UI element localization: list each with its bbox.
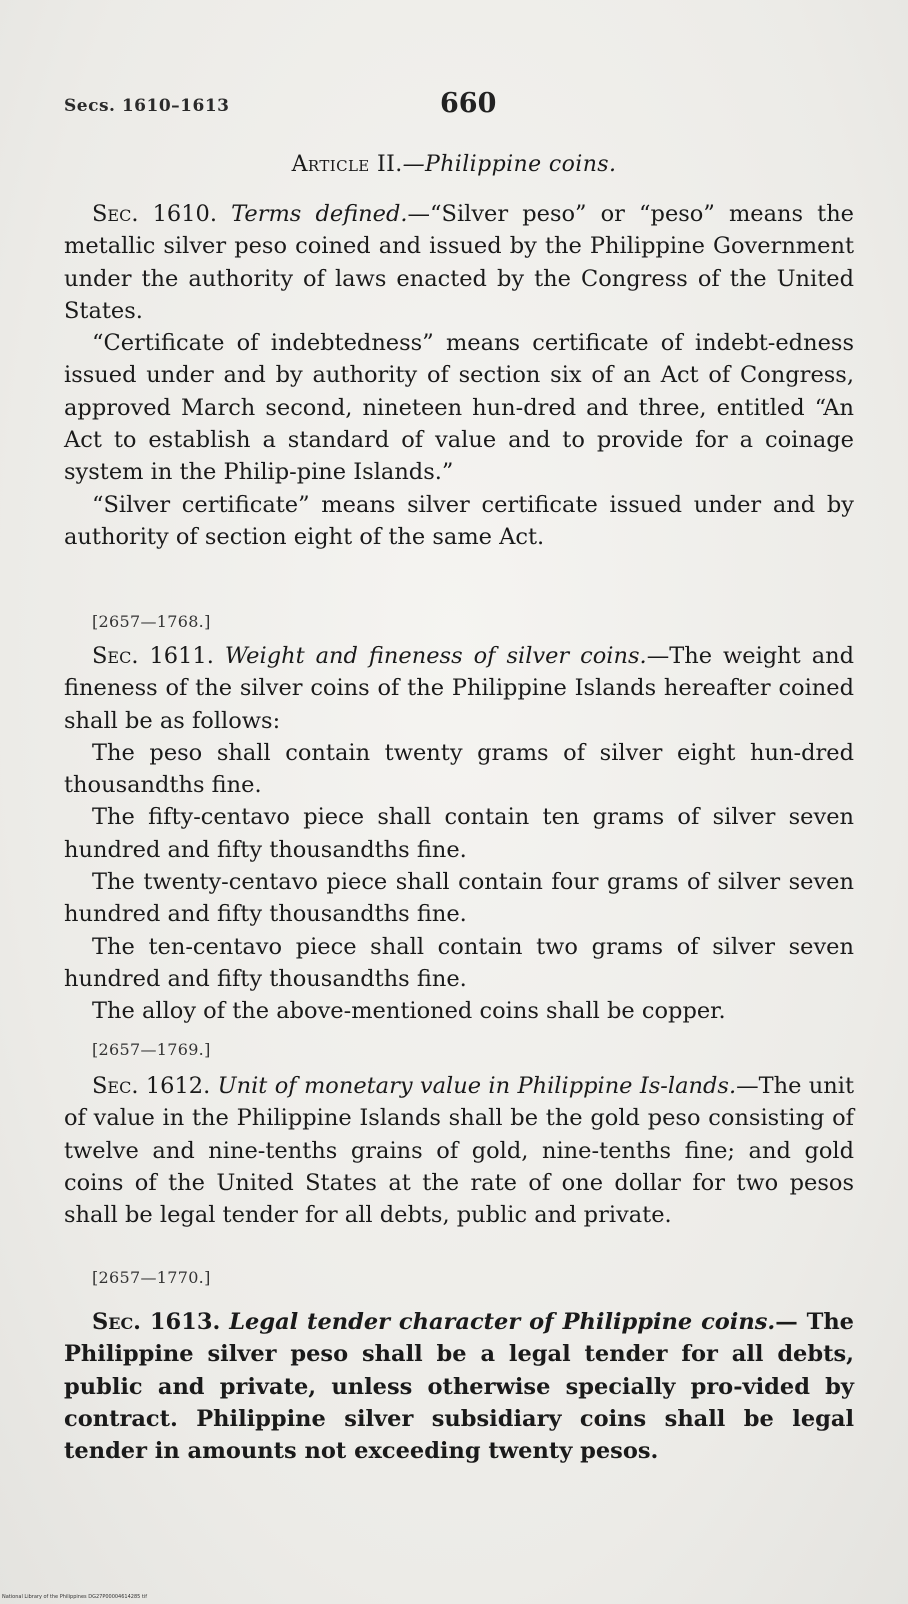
section-1611-paragraph-4: The twenty-centavo piece shall contain four grams of silver seven hundred and fifty thousandths fine.	[64, 869, 854, 928]
section-1613-paragraph-1	[64, 1306, 854, 1467]
section-range-header: Secs. 1610–1613	[64, 96, 230, 116]
section-number: 1610.	[138, 201, 232, 227]
section-1611-paragraph-1	[64, 640, 854, 737]
sec-label: Sec.	[92, 201, 139, 227]
section-1612-reference: [2657—1770.]	[92, 1268, 211, 1287]
sec-label: Sec.	[92, 1309, 142, 1335]
section-number: 1613.	[141, 1309, 230, 1335]
section-heading: Legal tender character of Philippine coins.	[229, 1309, 776, 1335]
page-number: 660	[440, 88, 497, 119]
sec-label: Sec.	[92, 643, 139, 669]
section-1611-paragraph-5: The ten-centavo piece shall contain two grams of silver seven hundred and fifty thousandths fine.	[64, 933, 854, 992]
section-1610	[64, 198, 854, 553]
section-1610-paragraph-3: “Silver certificate” means silver certificate issued under and by authority of section eight of the same Act.	[64, 491, 854, 550]
section-1610-paragraph-2: “Certificate of indebtedness” means certificate of indebt-edness issued under and by authority of section six of an Act of Congress, approved March second, nineteen hun-dred and three, entitled “An Act to establish a standard of value and to provide for a coinage system in the Philip-pine Islands.”	[64, 330, 854, 486]
section-body: —The weight and fineness of the silver coins of the Philippine Islands hereafter coined shall be as follows:	[64, 643, 854, 734]
section-body: — The Philippine silver peso shall be a legal tender for all debts, public and private, unless otherwise specially pro-vided by contract. Philippine silver subsidiary coins shall be legal tender in amounts not exceeding twenty pesos.	[64, 1309, 854, 1465]
section-1611	[64, 640, 854, 1028]
section-heading: Weight and fineness of silver coins.	[224, 643, 647, 669]
section-1611-paragraph-3: The fifty-centavo piece shall contain ten grams of silver seven hundred and fifty thousandths fine.	[64, 804, 854, 863]
section-1612	[64, 1070, 854, 1231]
section-1610-reference: [2657—1768.]	[92, 612, 211, 631]
section-body: —The unit of value in the Philippine Islands shall be the gold peso consisting of twelve and nine-tenths grains of gold, nine-tenths fine; and gold coins of the United States at the rate of one dollar for two pesos shall be legal tender for all debts, public and private.	[64, 1073, 855, 1229]
section-1611-paragraph-6: The alloy of the above-mentioned coins shall be copper.	[92, 998, 726, 1025]
section-1613	[64, 1306, 854, 1467]
section-1611-reference: [2657—1769.]	[92, 1040, 211, 1059]
article-label: Article II.	[291, 152, 403, 177]
article-subtitle: —Philippine coins.	[402, 152, 617, 177]
section-1611-paragraph-2: The peso shall contain twenty grams of silver eight hun-dred thousandths fine.	[64, 739, 854, 799]
section-number: 1611.	[138, 643, 225, 669]
scan-footer: National Library of the Philippines DG27P00004614285 tif	[2, 1594, 148, 1600]
section-heading: Unit of monetary value in Philippine Is-lands.	[217, 1073, 737, 1099]
article-title	[0, 152, 908, 177]
sec-label: Sec.	[92, 1073, 139, 1099]
section-number: 1612.	[138, 1073, 218, 1099]
section-heading: Terms defined.	[231, 201, 408, 227]
section-body: —“Silver peso” or “peso” means the metallic silver peso coined and issued by the Philippine Government under the authority of laws enacted by the Congress of the United States.	[64, 201, 855, 324]
section-1610-paragraph-1	[64, 198, 854, 327]
section-1612-paragraph-1	[64, 1070, 854, 1231]
